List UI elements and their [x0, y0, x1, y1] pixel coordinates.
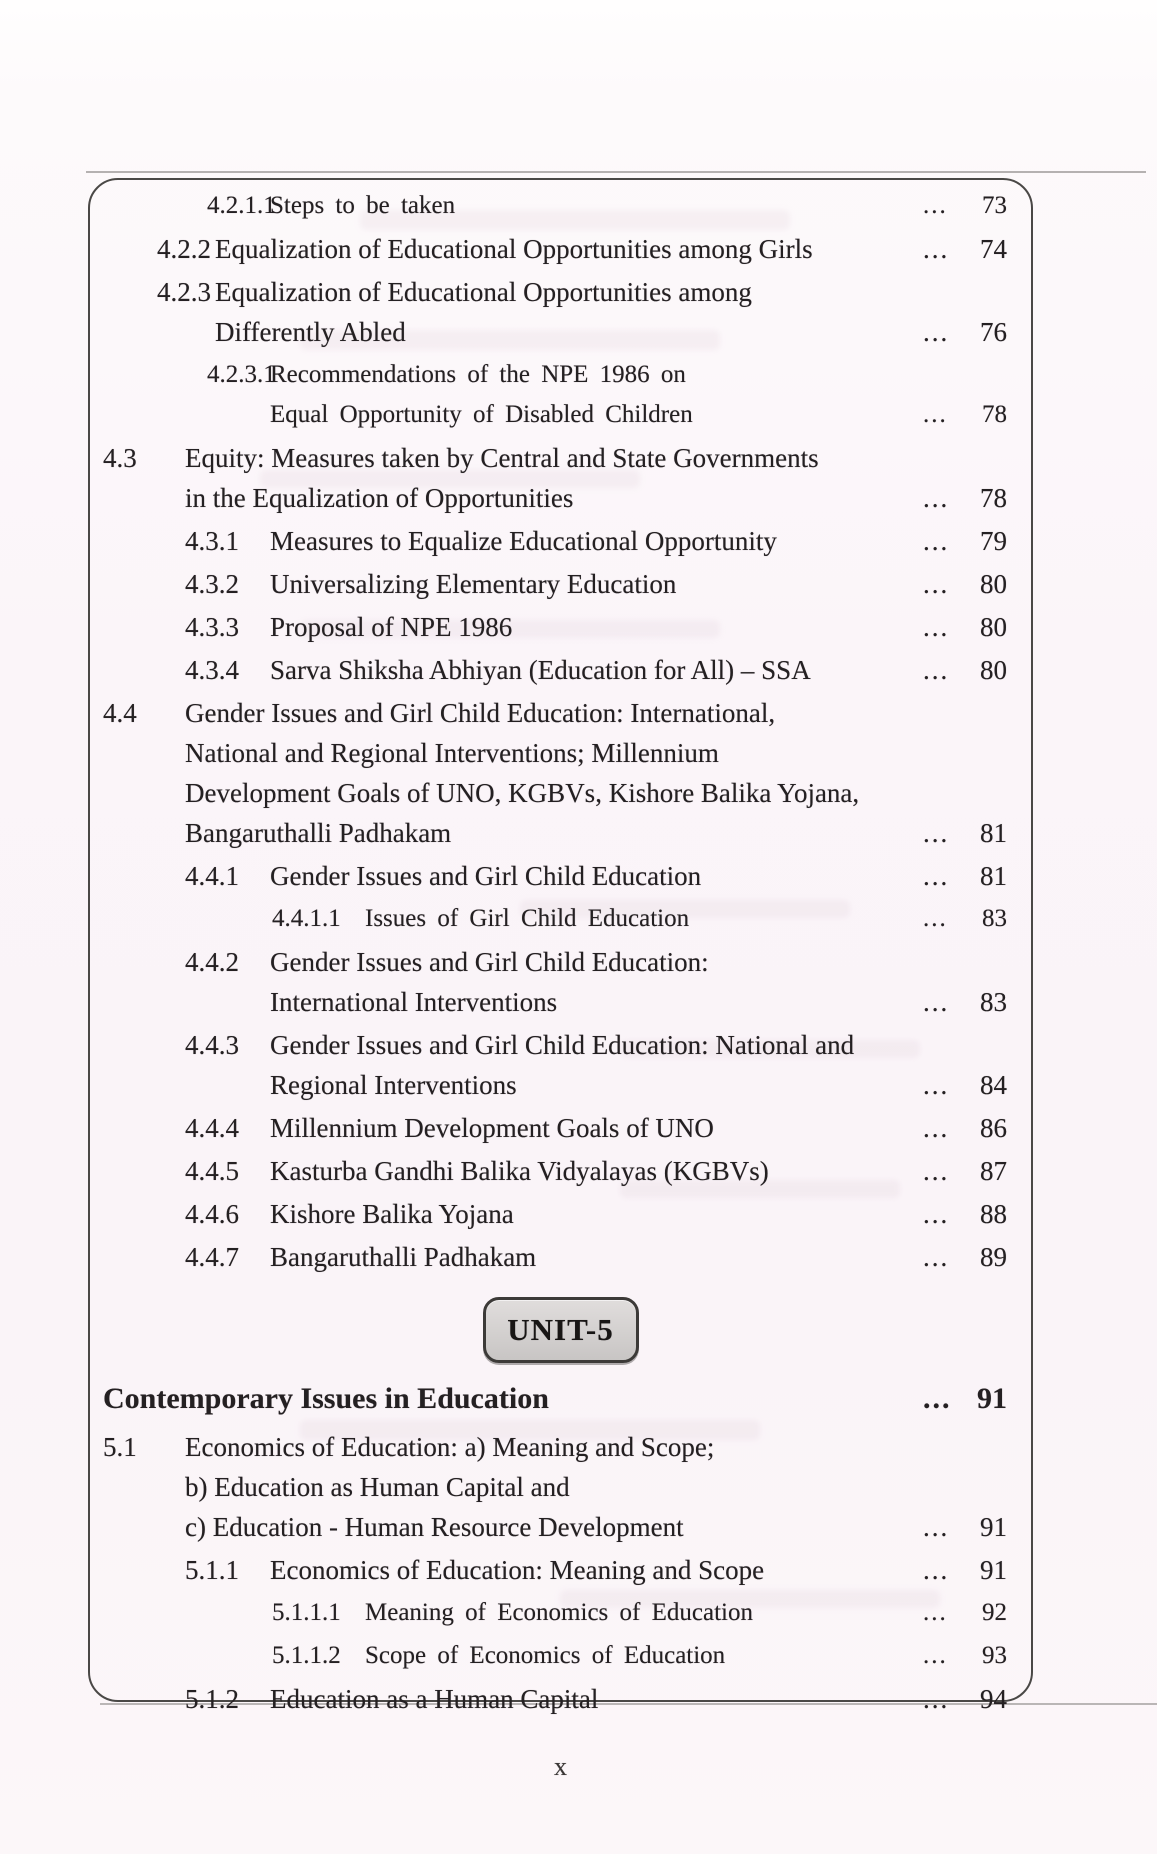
entry-text-line: National and Regional Interventions; Millennium — [185, 738, 719, 768]
leader-dots: ... — [923, 1199, 950, 1229]
entry-number: 4.4 — [103, 698, 137, 728]
toc-entry — [88, 186, 1033, 226]
page-number: 78 — [982, 401, 1007, 428]
section-title-row — [88, 1379, 1033, 1419]
leader-dots: ... — [923, 483, 950, 513]
toc-entry — [88, 899, 1033, 939]
entry-text — [270, 1108, 1030, 1148]
entry-text-line: Contemporary Issues in Education — [103, 1382, 549, 1415]
entry-number: 4.4.1.1 — [272, 905, 341, 932]
entry-number: 4.4.2 — [185, 947, 239, 977]
page-number: 79 — [980, 526, 1007, 556]
entry-number: 4.3.4 — [185, 655, 239, 685]
entry-text — [270, 1237, 1030, 1277]
page-number: 78 — [980, 483, 1007, 513]
page-number: 92 — [982, 1599, 1007, 1626]
page-number: 74 — [980, 234, 1007, 264]
entry-number: 4.4.1 — [185, 861, 239, 891]
table-of-contents — [88, 186, 1033, 1722]
entry-number: 5.1.1.2 — [272, 1642, 341, 1669]
leader-dots: ... — [923, 1599, 948, 1626]
leader-dots: ... — [923, 612, 950, 642]
toc-entry — [88, 355, 1033, 435]
toc-entry — [88, 1550, 1033, 1590]
entry-text — [270, 1679, 1030, 1719]
page-number: 89 — [980, 1242, 1007, 1272]
unit-badge: UNIT-5 — [483, 1297, 639, 1363]
leader-dots: ... — [923, 1070, 950, 1100]
entry-text-line: Scope of Economics of Education — [365, 1642, 726, 1669]
entry-text — [270, 650, 1030, 690]
entry-number: 4.3.1 — [185, 526, 239, 556]
toc-entry — [88, 856, 1033, 896]
entry-text-line: Equal Opportunity of Disabled Children — [270, 401, 693, 428]
entry-number: 4.3.3 — [185, 612, 239, 642]
entry-text-line: Millennium Development Goals of UNO — [270, 1113, 714, 1143]
leader-dots: ... — [923, 1642, 948, 1669]
page-number: 81 — [980, 818, 1007, 848]
entry-text-line: c) Education - Human Resource Development — [185, 1512, 684, 1542]
leader-dots: ... — [923, 1242, 950, 1272]
entry-number: 5.1 — [103, 1432, 137, 1462]
entry-text — [270, 521, 1030, 561]
entry-number: 4.4.7 — [185, 1242, 239, 1272]
page-number: 87 — [980, 1156, 1007, 1186]
entry-text — [185, 1427, 945, 1547]
entry-number: 5.1.1 — [185, 1555, 239, 1585]
page-number: 94 — [980, 1684, 1007, 1714]
entry-text-line: Issues of Girl Child Education — [365, 905, 690, 932]
entry-text-line: International Interventions — [270, 987, 558, 1017]
toc-entry — [88, 521, 1033, 561]
page-number: 93 — [982, 1642, 1007, 1669]
entry-text-line: Gender Issues and Girl Child Education — [270, 861, 702, 891]
page-number: 91 — [980, 1512, 1007, 1542]
toc-entry — [88, 229, 1033, 269]
toc-entry — [88, 650, 1033, 690]
toc-entry — [88, 1593, 1033, 1633]
entry-text-line: Measures to Equalize Educational Opportunity — [270, 526, 777, 556]
entry-text-line: Bangaruthalli Padhakam — [270, 1242, 537, 1272]
entry-text — [270, 564, 1030, 604]
leader-dots: ... — [923, 317, 950, 347]
entry-text-line: Regional Interventions — [270, 1070, 517, 1100]
page-number: 84 — [980, 1070, 1007, 1100]
entry-text — [270, 1025, 1030, 1105]
entry-number: 4.2.1.1 — [207, 192, 276, 219]
entry-number: 4.2.3.1 — [207, 361, 276, 388]
entry-text — [270, 186, 1030, 226]
toc-entry — [88, 1636, 1033, 1676]
page-number: 86 — [980, 1113, 1007, 1143]
page-number: 80 — [980, 655, 1007, 685]
entry-text-line: Meaning of Economics of Education — [365, 1599, 753, 1626]
leader-dots: ... — [923, 861, 950, 891]
entry-text-line: Equity: Measures taken by Central and State Governments — [185, 443, 819, 473]
entry-number: 4.4.4 — [185, 1113, 239, 1143]
entry-number: 4.4.3 — [185, 1030, 239, 1060]
leader-dots: ... — [923, 1684, 950, 1714]
leader-dots: ... — [923, 234, 950, 264]
toc-entry — [88, 693, 1033, 853]
entry-text — [270, 856, 1030, 896]
leader-dots: ... — [923, 569, 950, 599]
entry-number: 4.3.2 — [185, 569, 239, 599]
leader-dots: ... — [923, 655, 950, 685]
entry-number: 4.2.3 — [157, 277, 211, 307]
leader-dots: ... — [923, 1555, 950, 1585]
entry-text — [215, 229, 975, 269]
entry-text-line: Gender Issues and Girl Child Education: National and — [270, 1030, 855, 1060]
entry-text — [270, 1151, 1030, 1191]
entry-text-line: Gender Issues and Girl Child Education: International, — [185, 698, 776, 728]
toc-entry — [88, 1025, 1033, 1105]
scan-artifact-line — [86, 171, 1146, 173]
page-number: 76 — [980, 317, 1007, 347]
entry-text — [270, 607, 1030, 647]
page-number: 80 — [980, 612, 1007, 642]
entry-text-line: Education as a Human Capital — [270, 1684, 599, 1714]
leader-dots: ... — [923, 987, 950, 1017]
leader-dots: ... — [923, 1113, 950, 1143]
leader-dots: ... — [923, 905, 948, 932]
page-number-footer: x — [554, 1752, 567, 1781]
entry-text-line: Gender Issues and Girl Child Education: — [270, 947, 709, 977]
entry-text-line: b) Education as Human Capital and — [185, 1472, 570, 1502]
entry-number: 4.4.6 — [185, 1199, 239, 1229]
entry-text-line: Proposal of NPE 1986 — [270, 612, 513, 642]
leader-dots: ... — [923, 1382, 952, 1415]
entry-text — [270, 1550, 1030, 1590]
entry-text-line: in the Equalization of Opportunities — [185, 483, 574, 513]
page-number: 91 — [980, 1555, 1007, 1585]
leader-dots: ... — [923, 192, 948, 219]
toc-entry — [88, 1151, 1033, 1191]
page-number: 91 — [977, 1382, 1007, 1415]
entry-text-line: Kasturba Gandhi Balika Vidyalayas (KGBVs) — [270, 1156, 769, 1186]
entry-text-line: Recommendations of the NPE 1986 on — [270, 361, 686, 388]
toc-entry — [88, 607, 1033, 647]
entry-text — [270, 1194, 1030, 1234]
entry-number: 4.3 — [103, 443, 137, 473]
toc-entry — [88, 1427, 1033, 1547]
entry-text-line: Economics of Education: a) Meaning and Scope; — [185, 1432, 715, 1462]
toc-entry — [88, 1194, 1033, 1234]
entry-text-line: Equalization of Educational Opportunities among Girls — [215, 234, 813, 264]
entry-text-line: Steps to be taken — [270, 192, 456, 219]
entry-text — [270, 942, 1030, 1022]
entry-text — [185, 438, 945, 518]
entry-text-line: Bangaruthalli Padhakam — [185, 818, 452, 848]
toc-entry — [88, 942, 1033, 1022]
entry-text-line: Universalizing Elementary Education — [270, 569, 677, 599]
toc-entry — [88, 272, 1033, 352]
page-number: 83 — [980, 987, 1007, 1017]
page-number: 83 — [982, 905, 1007, 932]
entry-text-line: Differently Abled — [215, 317, 406, 347]
leader-dots: ... — [923, 1512, 950, 1542]
toc-entry — [88, 1108, 1033, 1148]
entry-text-line: Economics of Education: Meaning and Scope — [270, 1555, 765, 1585]
page-number: 73 — [982, 192, 1007, 219]
toc-entry — [88, 1237, 1033, 1277]
toc-entry — [88, 564, 1033, 604]
entry-text-line: Kishore Balika Yojana — [270, 1199, 514, 1229]
page-number: 88 — [980, 1199, 1007, 1229]
leader-dots: ... — [923, 526, 950, 556]
entry-number: 4.2.2 — [157, 234, 211, 264]
entry-text — [185, 693, 945, 853]
leader-dots: ... — [923, 818, 950, 848]
leader-dots: ... — [923, 401, 948, 428]
entry-number: 5.1.1.1 — [272, 1599, 341, 1626]
toc-entry — [88, 438, 1033, 518]
entry-text-line: Equalization of Educational Opportunities among — [215, 277, 752, 307]
entry-text — [270, 355, 1030, 435]
page-number: 81 — [980, 861, 1007, 891]
entry-text-line: Sarva Shiksha Abhiyan (Education for All) – SSA — [270, 655, 811, 685]
toc-entry — [88, 1679, 1033, 1719]
section-title — [103, 1379, 863, 1419]
page-number: 80 — [980, 569, 1007, 599]
leader-dots: ... — [923, 1156, 950, 1186]
entry-number: 4.4.5 — [185, 1156, 239, 1186]
entry-text-line: Development Goals of UNO, KGBVs, Kishore Balika Yojana, — [185, 778, 860, 808]
entry-text — [215, 272, 975, 352]
entry-number: 5.1.2 — [185, 1684, 239, 1714]
